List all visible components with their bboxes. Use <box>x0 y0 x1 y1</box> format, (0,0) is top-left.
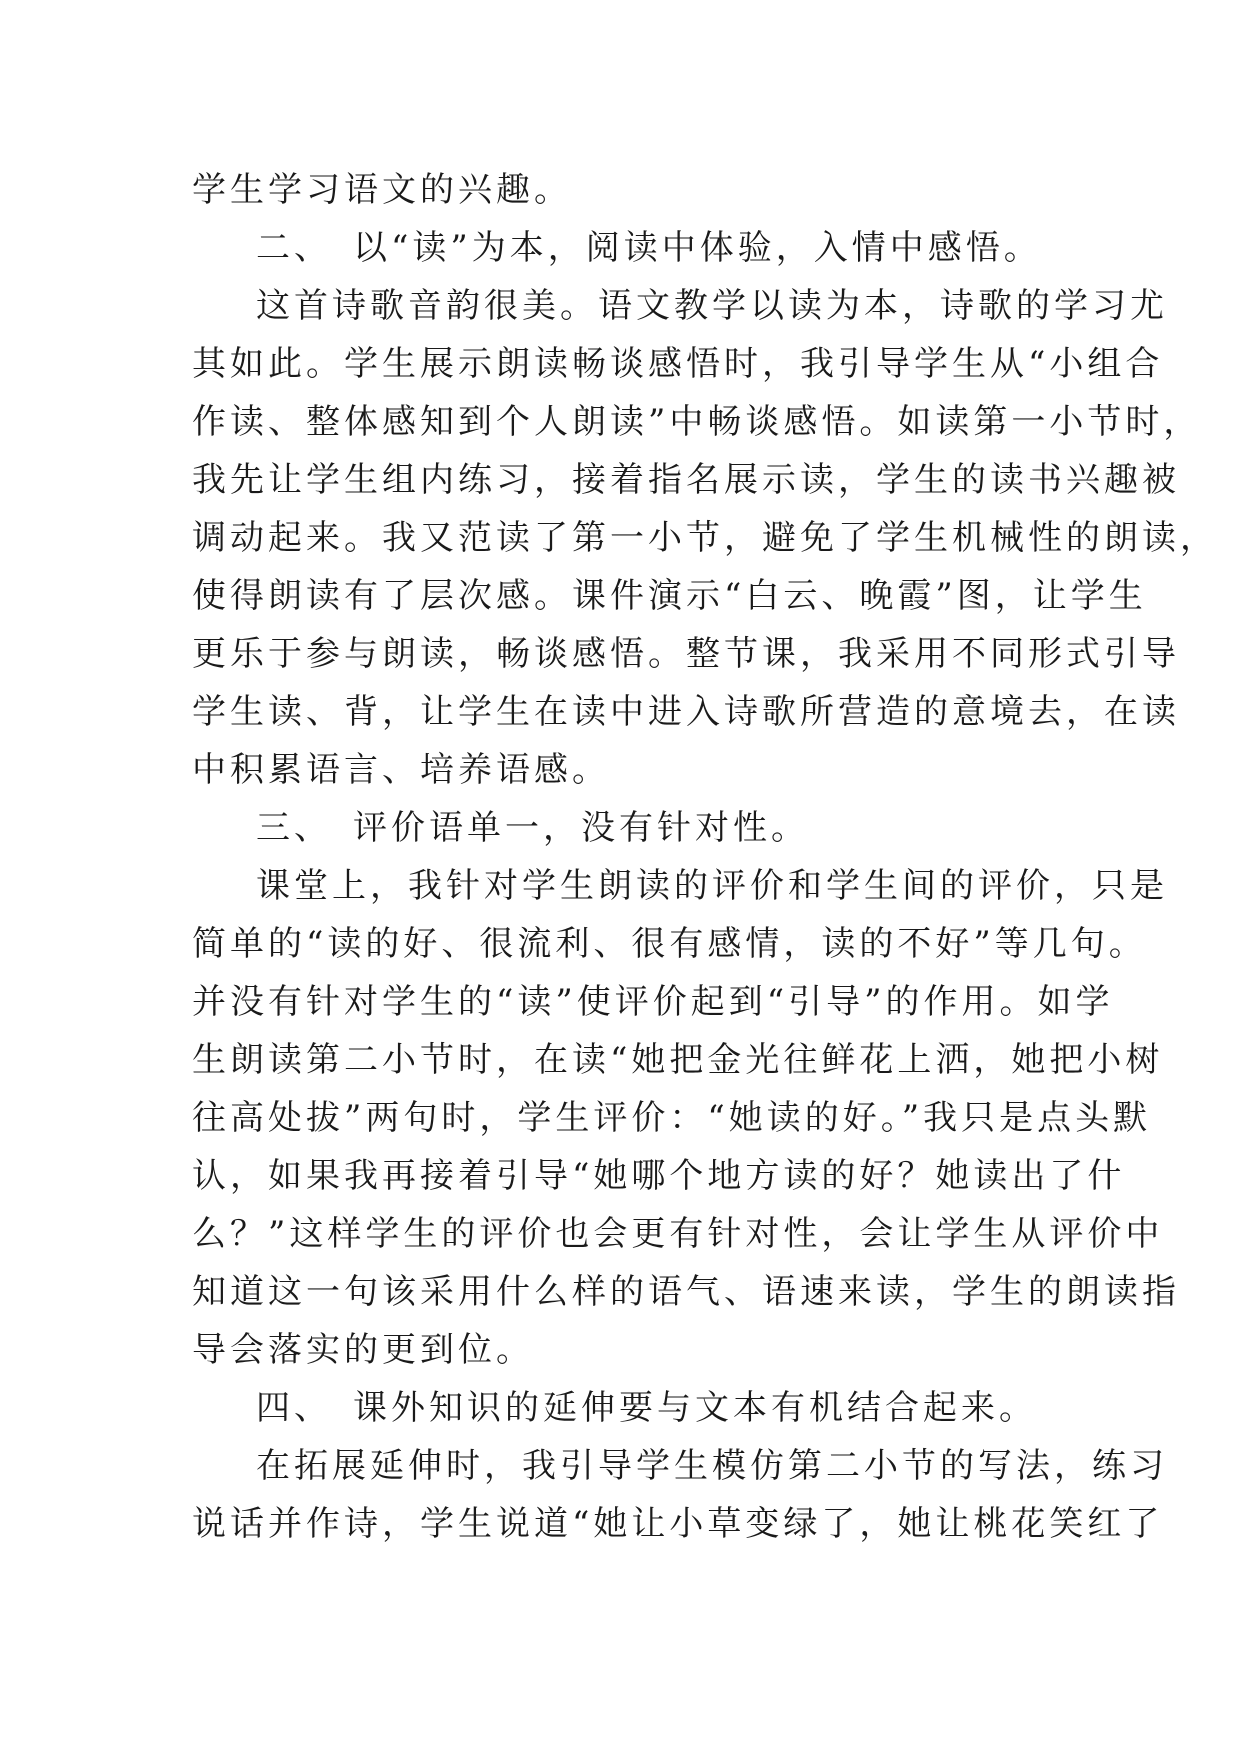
text-line: 知道这一句该采用什么样的语气、语速来读，学生的朗读指 <box>192 1272 1180 1312</box>
text-line: 我先让学生组内练习，接着指名展示读，学生的读书兴趣被 <box>192 460 1180 500</box>
text-line: 使得朗读有了层次感。课件演示“白云、晚霞”图，让学生 <box>192 576 1147 616</box>
text-line: 导会落实的更到位。 <box>192 1330 534 1370</box>
text-line: 么？”这样学生的评价也会更有针对性，会让学生从评价中 <box>192 1214 1164 1254</box>
text-line: 生朗读第二小节时，在读“她把金光往鲜花上洒，她把小树 <box>192 1040 1164 1080</box>
text-line: 二、 以“读”为本，阅读中体验，入情中感悟。 <box>256 228 1042 268</box>
text-line: 课堂上，我针对学生朗读的评价和学生间的评价，只是 <box>256 866 1168 906</box>
text-line: 并没有针对学生的“读”使评价起到“引导”的作用。如学 <box>192 982 1114 1022</box>
text-line: 其如此。学生展示朗读畅谈感悟时，我引导学生从“小组合 <box>192 344 1164 384</box>
text-line: 更乐于参与朗读，畅谈感悟。整节课，我采用不同形式引导 <box>192 634 1180 674</box>
text-line: 中积累语言、培养语感。 <box>192 750 610 790</box>
text-line: 学生读、背，让学生在读中进入诗歌所营造的意境去，在读 <box>192 692 1180 732</box>
text-line: 说话并作诗，学生说道“她让小草变绿了，她让桃花笑红了 <box>192 1504 1164 1544</box>
text-line: 调动起来。我又范读了第一小节，避免了学生机械性的朗读， <box>192 518 1218 558</box>
text-line: 认，如果我再接着引导“她哪个地方读的好？她读出了什 <box>192 1156 1126 1196</box>
text-line: 作读、整体感知到个人朗读”中畅谈感悟。如读第一小节时， <box>192 402 1202 442</box>
text-line: 在拓展延伸时，我引导学生模仿第二小节的写法，练习 <box>256 1446 1168 1486</box>
text-line: 三、 评价语单一，没有针对性。 <box>256 808 809 848</box>
text-line: 简单的“读的好、很流利、很有感情，读的不好”等几句。 <box>192 924 1147 964</box>
document-body <box>192 161 1218 1553</box>
text-line: 往高处拔”两句时，学生评价：“她读的好。”我只是点头默 <box>192 1098 1152 1138</box>
text-line: 这首诗歌音韵很美。语文教学以读为本，诗歌的学习尤 <box>256 286 1168 326</box>
text-line: 四、 课外知识的延伸要与文本有机结合起来。 <box>256 1388 1037 1428</box>
text-line: 学生学习语文的兴趣。 <box>192 170 572 210</box>
